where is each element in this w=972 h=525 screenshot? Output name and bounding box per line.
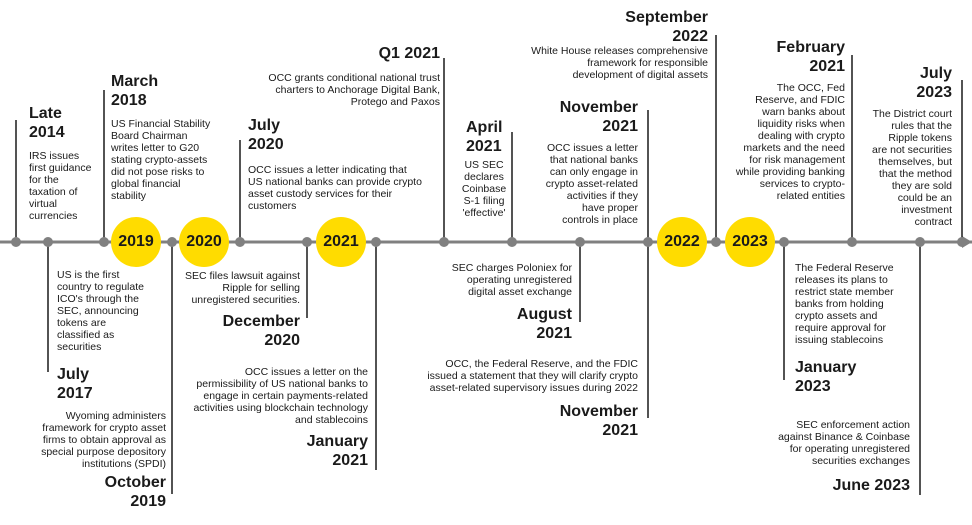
event-date: December 2020 — [222, 313, 300, 349]
event-date: November 2021 — [559, 403, 638, 439]
event-date: July 2017 — [57, 366, 93, 402]
timeline-dot — [711, 237, 721, 247]
event-description: OCC grants conditional national trust charters to Anchorage Digital Bank, Protego and Paxos — [268, 72, 440, 108]
timeline-dot — [847, 237, 857, 247]
event-date: August 2021 — [516, 306, 572, 342]
timeline-dot — [643, 237, 653, 247]
event-description: SEC enforcement action against Binance & Coinbase for operating unregistered securities exchanges — [778, 419, 910, 467]
event-date: January 2023 — [795, 359, 857, 395]
timeline-dot — [11, 237, 21, 247]
event-description: SEC files lawsuit against Ripple for selling unregistered securities. — [185, 270, 300, 306]
event-date: June 2023 — [832, 477, 910, 494]
event-date: October 2019 — [104, 474, 166, 510]
timeline-dot — [575, 237, 585, 247]
event-date: November 2021 — [559, 99, 638, 135]
timeline-dot — [779, 237, 789, 247]
timeline-dot — [371, 237, 381, 247]
event-date: February 2021 — [776, 39, 845, 75]
event-description: The District court rules that the Ripple tokens are not securities themselves, but that the method they are sold could be an investment contract — [872, 108, 952, 228]
year-badge-2021: 2021 — [316, 217, 366, 267]
timeline-dot — [507, 237, 517, 247]
event-description: US Financial Stability Board Chairman writes letter to G20 stating crypto-assets did not pose risks to global financial stability — [111, 118, 211, 202]
event-date: January 2021 — [306, 433, 368, 469]
event-description: OCC, the Federal Reserve, and the FDIC issued a statement that they will clarify crypto asset-related supervisory issues during 2022 — [427, 358, 638, 394]
event-description: Wyoming administers framework for crypto asset firms to obtain approval as special purpose depository institutions (SPDI) — [41, 410, 166, 470]
event-description: OCC issues a letter that national banks can only engage in crypto asset-related activities if they have proper controls in place — [545, 142, 638, 226]
timeline-dot — [235, 237, 245, 247]
timeline-dot — [302, 237, 312, 247]
timeline-dot — [99, 237, 109, 247]
event-description: The Federal Reserve releases its plans to restrict state member banks from holding crypto assets and require approval for issuing stablecoins — [795, 262, 894, 346]
timeline-dot — [439, 237, 449, 247]
event-description: OCC issues a letter indicating that US national banks can provide crypto asset custody services for their customers — [248, 164, 422, 212]
year-badge-2019: 2019 — [111, 217, 161, 267]
timeline-dot — [957, 237, 967, 247]
event-date: July 2023 — [916, 65, 952, 101]
event-date: April 2021 — [466, 119, 503, 155]
event-date: Q1 2021 — [378, 45, 440, 62]
event-description: The OCC, Fed Reserve, and FDIC warn banks about liquidity risks when dealing with crypto markets and the need for risk management while providing banking services to crypto- related entities — [735, 82, 845, 202]
event-description: OCC issues a letter on the permissibility of US national banks to engage in certain payments-related activities using blockchain technology and stablecoins — [193, 366, 368, 426]
event-description: SEC charges Poloniex for operating unregistered digital asset exchange — [451, 262, 572, 298]
event-description: US is the first country to regulate ICO's through the SEC, announcing tokens are classified as securities — [57, 269, 144, 353]
event-date: July 2020 — [248, 117, 284, 153]
year-badge-2023: 2023 — [725, 217, 775, 267]
event-description: White House releases comprehensive framework for responsible development of digital assets — [531, 45, 708, 81]
year-badge-2020: 2020 — [179, 217, 229, 267]
event-date: September 2022 — [625, 9, 708, 45]
event-description: US SEC declares Coinbase S-1 filing 'effective' — [461, 159, 507, 219]
event-description: IRS issues first guidance for the taxation of virtual currencies — [29, 150, 92, 222]
event-date: March 2018 — [111, 73, 159, 109]
timeline-dot — [167, 237, 177, 247]
timeline-dot — [43, 237, 53, 247]
year-badge-2022: 2022 — [657, 217, 707, 267]
timeline-dot — [915, 237, 925, 247]
event-date: Late 2014 — [29, 105, 65, 141]
